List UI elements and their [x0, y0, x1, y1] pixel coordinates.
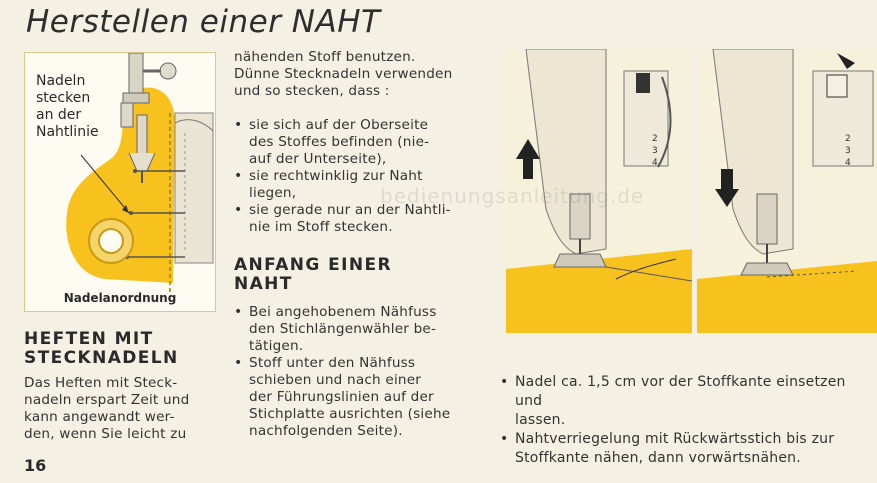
dial-number: 4 [652, 158, 658, 168]
list-item: • Nadel ca. 1,5 cm vor der Stoffkante einsetzen und lassen. [500, 373, 877, 430]
lowered-needle-illustration [697, 49, 877, 333]
page-title: Herstellen einer NAHT [26, 4, 381, 40]
dial-number: 2 [845, 134, 851, 144]
list-item: • sie sich auf der Oberseite des Stoffes befinden (nie- auf der Unterseite), [234, 117, 482, 168]
heften-paragraph: Das Heften mit Steck- nadeln erspart Zeit und kann angewandt wer- den, wenn Sie leicht zu [24, 375, 190, 442]
pin-arrangement-figure [24, 52, 216, 312]
list-item: • sie gerade nur an der Nahtli- nie im Stoff stecken. [234, 202, 482, 236]
watermark: bedienungsanleitung.de [380, 184, 645, 208]
dial-number: 2 [652, 134, 658, 144]
list-item: • Bei angehobenem Nähfuss den Stichlängenwähler be- tätigen. [234, 304, 482, 355]
pin-arrangement-caption: Nadelanordnung [63, 291, 177, 305]
list-item: • sie rechtwinklig zur Naht liegen, [234, 168, 482, 202]
pin-rules-list [234, 117, 482, 236]
seam-start-list [234, 304, 482, 440]
middle-intro-text: nähenden Stoff benutzen. Dünne Stecknadeln verwenden und so stecken, dass : [234, 49, 453, 99]
list-item: • Stoff unter den Nähfuss schieben und nach einer der Führungslinien auf der Stichplatte ausrichten (siehe nachfolgenden Seite). [234, 355, 482, 440]
page-number: 16 [24, 456, 47, 475]
needle-instructions-list [500, 373, 877, 468]
dial-number: 4 [845, 158, 851, 168]
dial-number: 3 [652, 146, 658, 156]
heading-heften: HEFTEN MIT STECKNADELN [24, 329, 179, 368]
heading-anfang: ANFANG EINER NAHT [234, 255, 392, 294]
pin-callout-label: Nadeln stecken an der Nahtlinie [36, 73, 99, 140]
list-item: • Nahtverriegelung mit Rückwärtsstich bis zur Stoffkante nähen, dann vorwärtsnähen. [500, 430, 877, 468]
dial-number: 3 [845, 146, 851, 156]
